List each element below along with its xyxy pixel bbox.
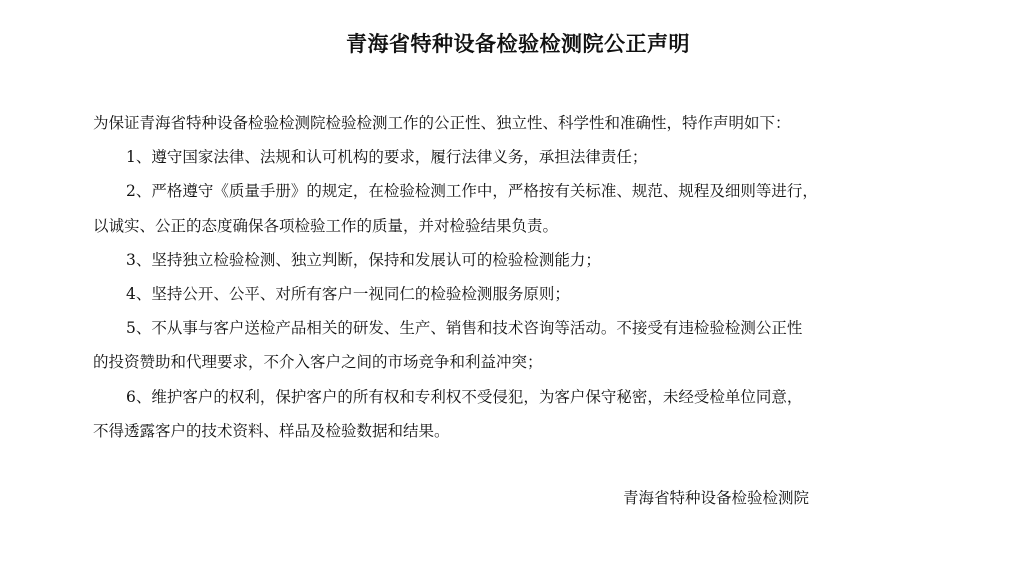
clause-1: 1、遵守国家法律、法规和认可机构的要求，履行法律义务，承担法律责任； bbox=[126, 148, 648, 167]
intro-paragraph: 为保证青海省特种设备检验检测院检验检测工作的公正性、独立性、科学性和准确性，特作声明如下： bbox=[93, 114, 791, 132]
statement-body bbox=[93, 106, 953, 448]
signature-organization: 青海省特种设备检验检测院 bbox=[623, 489, 810, 507]
clause-6-line-2: 不得透露客户的技术资料、样品及检验数据和结果。 bbox=[93, 421, 450, 440]
document-title: 青海省特种设备检验检测院公正声明 bbox=[346, 32, 690, 56]
clause-6-line-1: 6、维护客户的权利，保护客户的所有权和专利权不受侵犯，为客户保守秘密，未经受检单位同意， bbox=[126, 387, 803, 406]
clause-5-line-2: 的投资赞助和代理要求，不介入客户之间的市场竞争和利益冲突； bbox=[93, 353, 543, 372]
clause-2-line-1: 2、严格遵守《质量手册》的规定，在检验检测工作中，严格按有关标准、规范、规程及细则等进行， bbox=[126, 182, 818, 201]
clause-4: 4、坚持公开、公平、对所有客户一视同仁的检验检测服务原则； bbox=[126, 285, 570, 304]
clause-5-line-1: 5、不从事与客户送检产品相关的研发、生产、销售和技术咨询等活动。不接受有违检验检测公正性 bbox=[126, 319, 803, 338]
clause-3: 3、坚持独立检验检测、独立判断，保持和发展认可的检验检测能力； bbox=[126, 250, 601, 269]
clause-2-line-2: 以诚实、公正的态度确保各项检验工作的质量，并对检验结果负责。 bbox=[93, 216, 559, 235]
